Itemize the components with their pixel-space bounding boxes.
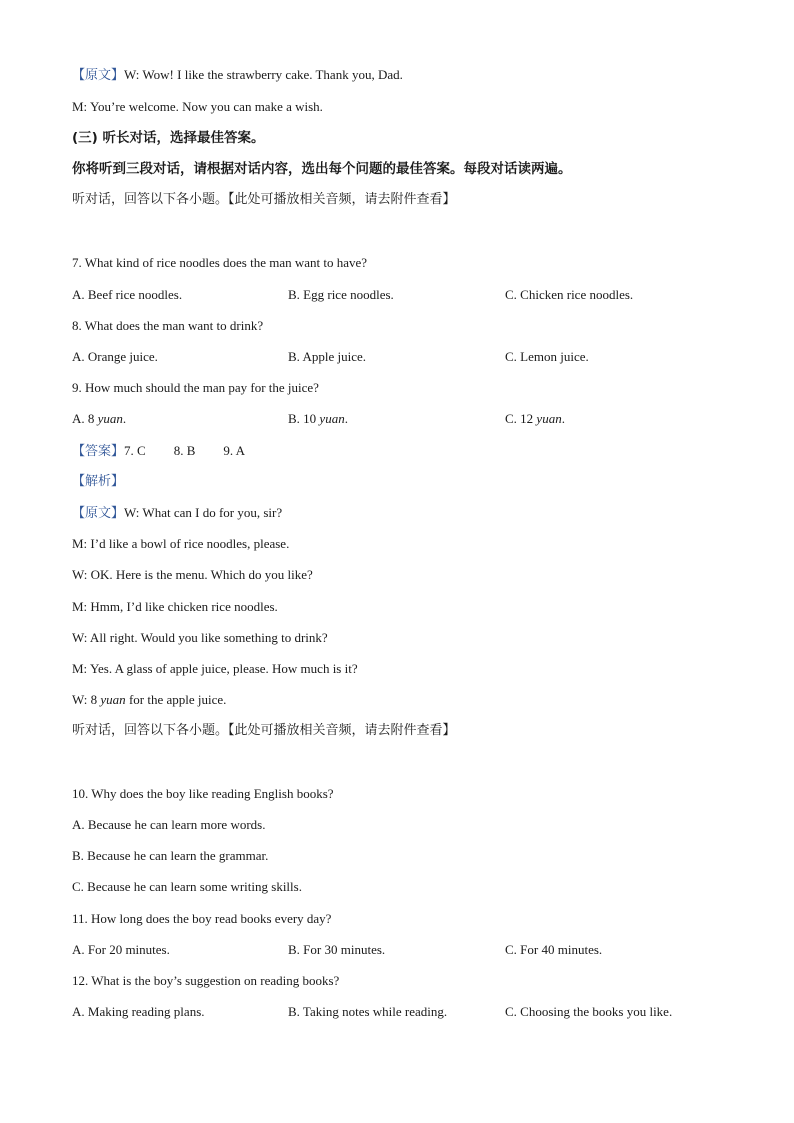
- q11-option-b: B. For 30 minutes.: [288, 942, 386, 957]
- q7-option-a: A. Beef rice noodles.: [72, 287, 183, 302]
- dialog-line-2: M: I’d like a bowl of rice noodles, please.: [72, 536, 290, 551]
- dialog-line-5: W: All right. Would you like something to drink?: [72, 630, 328, 645]
- q9-c-amount: C. 12: [505, 411, 537, 426]
- q11-option-c: C. For 40 minutes.: [505, 942, 603, 957]
- q9-a-unit: yuan: [97, 411, 123, 426]
- dialog-line-4: M: Hmm, I’d like chicken rice noodles.: [72, 599, 278, 614]
- question-9: 9. How much should the man pay for the juice?: [72, 380, 319, 395]
- question-12: 12. What is the boy’s suggestion on reading books?: [72, 973, 340, 988]
- q9-a-period: .: [122, 411, 127, 426]
- listen-prompt: 听对话，回答以下各小题。【此处可播放相关音频，请去附件查看】: [72, 192, 456, 207]
- section-instruction: 你将听到三段对话，请根据对话内容，选出每个问题的最佳答案。每段对话读两遍。: [72, 161, 572, 177]
- question-11: 11. How long does the boy read books every day?: [72, 911, 332, 926]
- answer-9: 9. A: [223, 443, 246, 458]
- dialog-line-6: M: Yes. A glass of apple juice, please. How much is it?: [72, 661, 358, 676]
- q9-b-unit: yuan: [319, 411, 345, 426]
- q10-option-a: A. Because he can learn more words.: [72, 817, 266, 832]
- dialog-7-unit: yuan: [100, 692, 126, 707]
- question-8: 8. What does the man want to drink?: [72, 318, 264, 333]
- listen-prompt-2: 听对话，回答以下各小题。【此处可播放相关音频，请去附件查看】: [72, 723, 456, 738]
- dialog-7-post: for the apple juice.: [125, 692, 227, 707]
- section-heading: (三) 听长对话，选择最佳答案。: [72, 130, 265, 146]
- answer-tag: 【答案】: [72, 444, 125, 459]
- intro-line-1: [72, 66, 403, 85]
- q11-option-a: A. For 20 minutes.: [72, 942, 170, 957]
- q8-option-a: A. Orange juice.: [72, 349, 158, 364]
- answer-7: 7. C: [124, 443, 146, 458]
- answer-8: 8. B: [173, 443, 196, 458]
- dialog-text-1: W: What can I do for you, sir?: [124, 505, 283, 520]
- q8-option-b: B. Apple juice.: [288, 349, 366, 364]
- q10-option-c: C. Because he can learn some writing skills.: [72, 879, 302, 894]
- dialog-line-3: W: OK. Here is the menu. Which do you like?: [72, 567, 313, 582]
- q7-option-b: B. Egg rice noodles.: [288, 287, 394, 302]
- q8-option-c: C. Lemon juice.: [505, 349, 589, 364]
- q9-c-period: .: [561, 411, 565, 426]
- q9-option-a: [72, 410, 126, 428]
- q9-b-period: .: [344, 411, 348, 426]
- q7-option-c: C. Chicken rice noodles.: [505, 287, 634, 302]
- q9-b-amount: B. 10: [288, 411, 320, 426]
- answer-line: [72, 442, 245, 461]
- question-7: 7. What kind of rice noodles does the man want to have?: [72, 255, 368, 270]
- intro-line-2: M: You’re welcome. Now you can make a wish.: [72, 99, 323, 114]
- intro-dialog-line-1: W: Wow! I like the strawberry cake. Thank you, Dad.: [124, 67, 403, 82]
- q9-option-b: [288, 410, 348, 428]
- q9-c-unit: yuan: [536, 411, 562, 426]
- q10-option-b: B. Because he can learn the grammar.: [72, 848, 269, 863]
- q12-option-c: C. Choosing the books you like.: [505, 1004, 673, 1019]
- question-10: 10. Why does the boy like reading English books?: [72, 786, 334, 801]
- q9-option-c: [505, 410, 565, 428]
- dialog-7-pre: W: 8: [72, 692, 101, 707]
- q12-option-b: B. Taking notes while reading.: [288, 1004, 448, 1019]
- q12-option-a: A. Making reading plans.: [72, 1004, 205, 1019]
- original-text-tag: 【原文】: [72, 68, 125, 83]
- q9-a-amount: A. 8: [72, 411, 98, 426]
- original-text-tag-2: 【原文】: [72, 506, 125, 521]
- dialog-line-7: [72, 691, 226, 709]
- dialog-line-1: [72, 504, 282, 523]
- analysis-tag: 【解析】: [72, 474, 125, 489]
